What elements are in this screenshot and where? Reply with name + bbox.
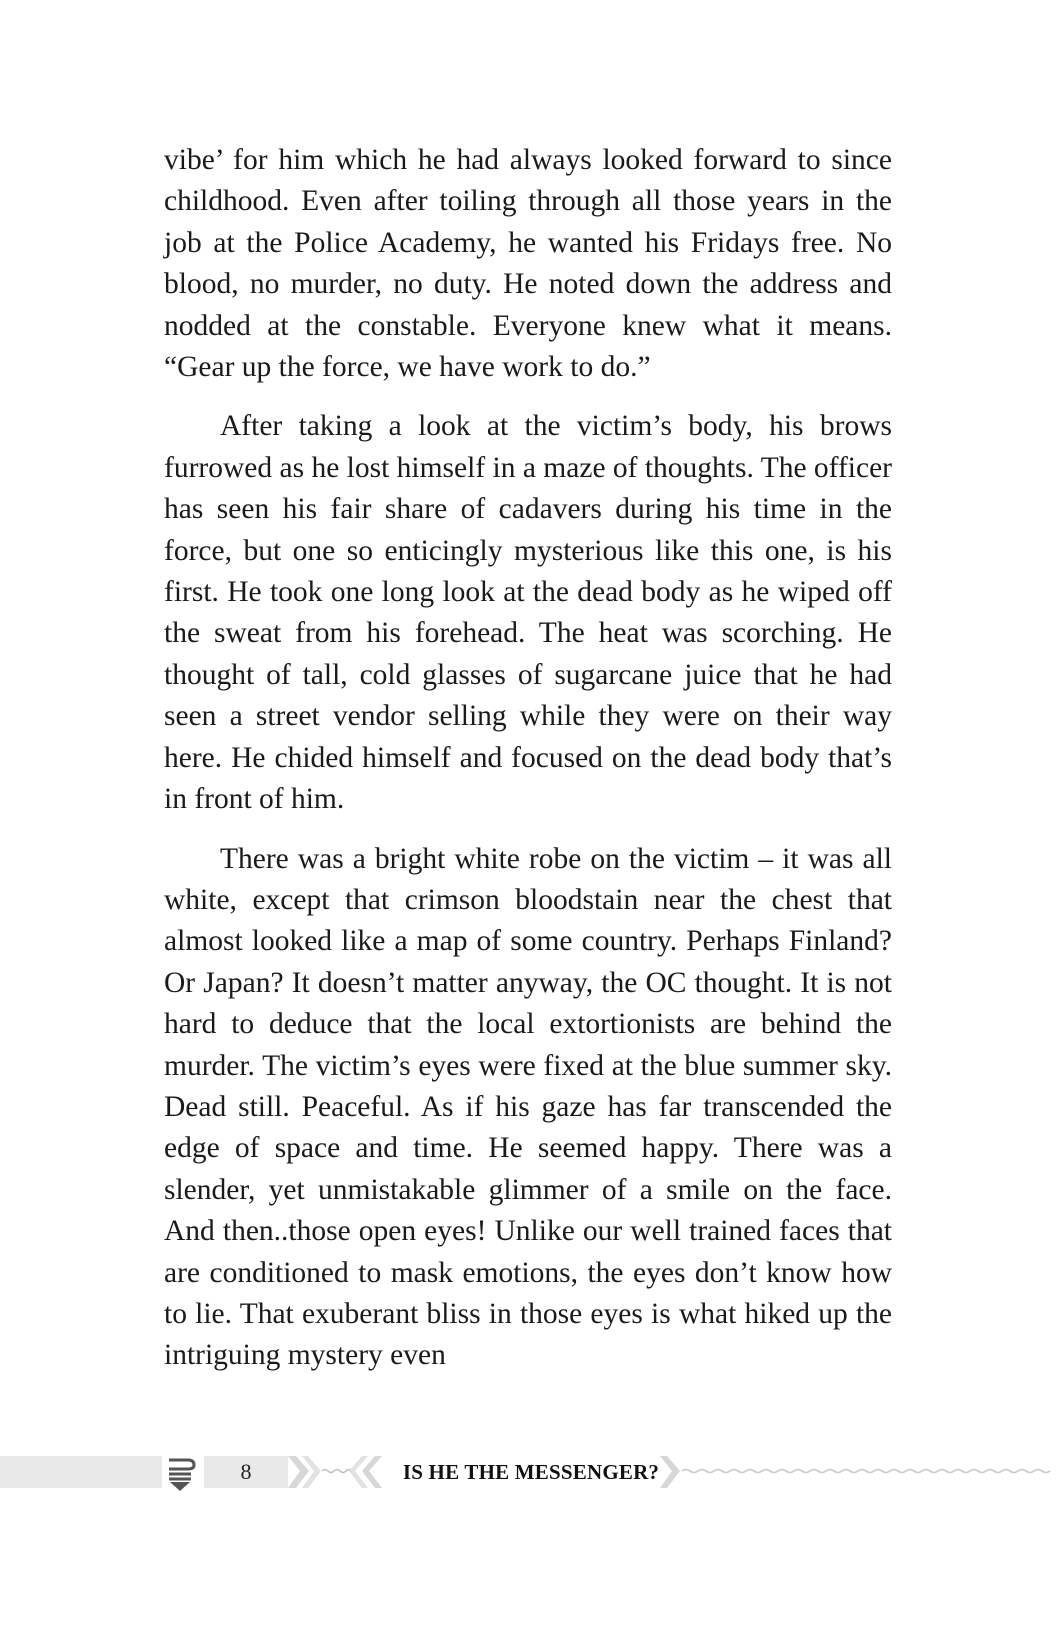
bookmark-lines-arrow-icon bbox=[166, 1454, 198, 1492]
body-text bbox=[164, 140, 892, 1377]
running-title: IS HE THE MESSENGER? bbox=[402, 1460, 660, 1484]
page-number: 8 bbox=[204, 1456, 288, 1488]
paragraph-1: vibe’ for him which he had always looked forward to since childhood. Even after toiling through all those years in the job at the Police Academy, he wanted his Fridays free. No blood, no murder, no duty. He noted down the address and nodded at the constable. Everyone knew what it means. “Gear up the force, we have work to do.” bbox=[164, 144, 892, 384]
footer-band bbox=[0, 1456, 162, 1488]
paragraph-2: After taking a look at the victim’s body, his brows furrowed as he lost himself in a maze of thoughts. The officer has seen his fair share of cadavers during his time in the force, but one so enticingly mysterious like this one, is his first. He took one long look at the dead body as he wiped off the sweat from his forehead. The heat was scorching. He thought of tall, cold glasses of sugarcane juice that he had seen a street vendor selling while they were on their way here. He chided himself and focused on the dead body that’s in front of him. bbox=[164, 410, 893, 816]
page-footer bbox=[0, 1450, 1056, 1492]
paragraph-3: There was a bright white robe on the victim – it was all white, except that crimson bloodstain near the chest that almost looked like a map of some country. Perhaps Finland? Or Japan? It doesn’t matter anyway, the OC thought. It is not hard to deduce that the local extortionists are behind the murder. The victim’s eyes were fixed at the blue summer sky. Dead still. Peaceful. As if his gaze has far transcended the edge of space and time. He seemed happy. There was a slender, yet unmistakable glimmer of a smile on the face. And then..those open eyes! Unlike our well trained faces that are conditioned to mask emotions, the eyes don’t know how to lie. That exuberant bliss in those eyes is what hiked up the intriguing mystery even bbox=[164, 842, 892, 1372]
